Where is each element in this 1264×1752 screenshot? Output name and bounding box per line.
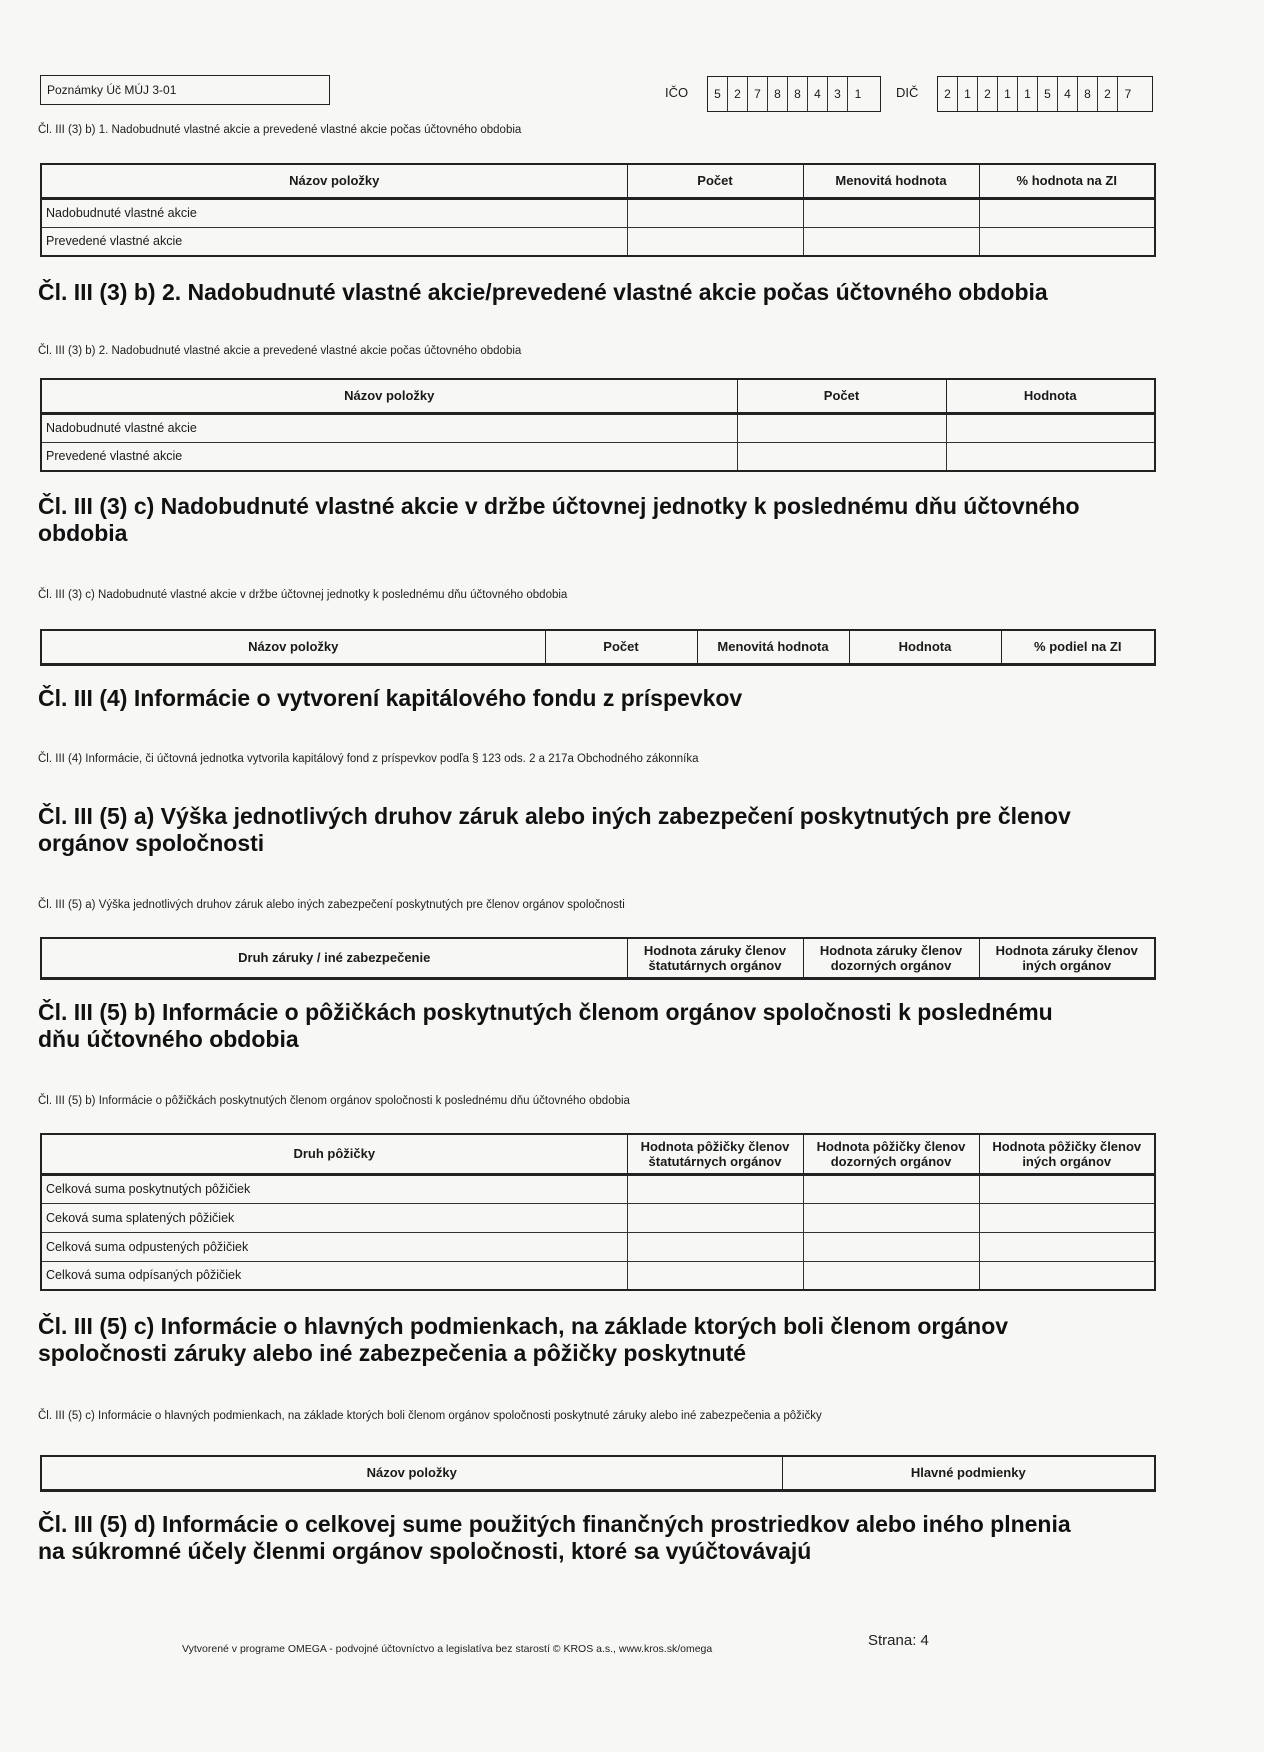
heading-4: Čl. III (4) Informácie o vytvorení kapitálového fondu z príspevkov <box>38 685 743 711</box>
col-header: Hlavné podmienky <box>782 1456 1155 1490</box>
caption-3b2: Čl. III (3) b) 2. Nadobudnuté vlastné akcie a prevedené vlastné akcie počas účtovného obdobia <box>38 345 522 357</box>
row-label: Prevedené vlastné akcie <box>41 227 627 256</box>
col-header-line: štatutárnych orgánov <box>648 957 782 973</box>
cell <box>979 227 1155 256</box>
dic-digit: 7 <box>1124 87 1132 101</box>
col-header: Menovitá hodnota <box>803 164 979 198</box>
heading-line: orgánov spoločnosti <box>38 830 265 856</box>
dic-digit: 5 <box>1038 77 1058 111</box>
cell <box>627 1232 803 1261</box>
heading-line: dňu účtovného obdobia <box>38 1026 299 1052</box>
col-header-line: Hodnota záruky členov <box>643 942 787 958</box>
col-header-line: Hodnota pôžičky členov <box>816 1138 966 1154</box>
ico-digit: 8 <box>788 77 808 111</box>
table-3c <box>40 629 1156 666</box>
table-5b <box>40 1133 1156 1291</box>
footer-text: Vytvorené v programe OMEGA - podvojné účtovníctvo a legislatíva bez starostí © KROS a.s., www.kros.sk/omega <box>182 1643 713 1655</box>
col-header <box>627 1134 803 1174</box>
col-header-line: dozorných orgánov <box>830 1153 952 1169</box>
table-row <box>41 442 1155 471</box>
col-header: Názov položky <box>41 379 737 413</box>
col-header-line: Hodnota pôžičky členov <box>640 1138 790 1154</box>
dic-digits <box>937 76 1153 112</box>
caption-3b1: Čl. III (3) b) 1. Nadobudnuté vlastné akcie a prevedené vlastné akcie počas účtovného obdobia <box>38 124 522 136</box>
col-header-line: Hodnota záruky členov <box>995 942 1138 958</box>
ico-digit: 7 <box>748 77 768 111</box>
cell <box>627 1203 803 1232</box>
ico-digit: 2 <box>728 77 748 111</box>
col-header <box>627 938 803 978</box>
ico-digit: 3 <box>828 77 848 111</box>
col-header: % podiel na ZI <box>1001 630 1155 664</box>
ico-digit: 8 <box>768 77 788 111</box>
heading-line: Čl. III (5) b) Informácie o pôžičkách poskytnutých členom orgánov spoločnosti k poslednému <box>38 999 1053 1025</box>
heading-line: spoločnosti záruky alebo iné zabezpečenia a pôžičky poskytnuté <box>38 1340 747 1366</box>
col-header: Druh záruky / iné zabezpečenie <box>41 938 627 978</box>
dic-digit: 1 <box>1018 77 1038 111</box>
cell <box>803 1261 979 1290</box>
col-header-line: Hodnota pôžičky členov <box>992 1138 1142 1154</box>
heading-5b <box>38 999 1138 1053</box>
cell <box>803 1203 979 1232</box>
col-header: Druh pôžičky <box>41 1134 627 1174</box>
col-header: Hodnota <box>849 630 1001 664</box>
cell <box>979 1232 1155 1261</box>
heading-5a <box>38 803 1138 857</box>
caption-5a: Čl. III (5) a) Výška jednotlivých druhov záruk alebo iných zabezpečení poskytnutých pre členov orgánov spoločnosti <box>38 899 625 911</box>
heading-5c <box>38 1313 1138 1367</box>
col-header: Počet <box>627 164 803 198</box>
col-header-line: dozorných orgánov <box>830 957 952 973</box>
form-name-box: Poznámky Úč MÚJ 3-01 <box>40 75 330 105</box>
col-header: Menovitá hodnota <box>697 630 849 664</box>
col-header <box>979 1134 1155 1174</box>
ico-digit: 1 <box>854 87 862 101</box>
caption-3c: Čl. III (3) c) Nadobudnuté vlastné akcie v držbe účtovnej jednotky k poslednému dňu účtovného obdobia <box>38 589 568 601</box>
dic-label: DIČ <box>896 85 919 100</box>
cell <box>979 1261 1155 1290</box>
dic-digit: 1 <box>958 77 978 111</box>
cell <box>979 1203 1155 1232</box>
cell <box>737 442 946 471</box>
col-header-line: iných orgánov <box>1022 1153 1112 1169</box>
col-header <box>803 938 979 978</box>
cell <box>979 198 1155 227</box>
table-3b2 <box>40 378 1156 472</box>
table-row <box>41 1174 1155 1203</box>
table-row <box>41 1203 1155 1232</box>
col-header: Názov položky <box>41 630 545 664</box>
row-label: Celková suma odpísaných pôžičiek <box>41 1261 627 1290</box>
row-label: Nadobudnuté vlastné akcie <box>41 413 737 442</box>
dic-digit: 4 <box>1058 77 1078 111</box>
cell <box>803 1232 979 1261</box>
dic-digit: 2 <box>938 77 958 111</box>
col-header: Počet <box>737 379 946 413</box>
table-row <box>41 198 1155 227</box>
page-number: Strana: 4 <box>868 1632 929 1649</box>
dic-digit: 1 <box>998 77 1018 111</box>
heading-line: Čl. III (5) a) Výška jednotlivých druhov záruk alebo iných zabezpečení poskytnutých pre členov <box>38 803 1071 829</box>
dic-digit: 2 <box>978 77 998 111</box>
col-header <box>979 938 1155 978</box>
heading-line: obdobia <box>38 520 128 546</box>
col-header <box>803 1134 979 1174</box>
cell <box>737 413 946 442</box>
cell <box>627 1261 803 1290</box>
ico-digits <box>707 76 881 112</box>
col-header: Hodnota <box>946 379 1155 413</box>
cell <box>979 1174 1155 1203</box>
row-label: Celková suma odpustených pôžičiek <box>41 1232 627 1261</box>
row-label: Prevedené vlastné akcie <box>41 442 737 471</box>
col-header: Počet <box>545 630 697 664</box>
cell <box>627 1174 803 1203</box>
row-label: Celková suma poskytnutých pôžičiek <box>41 1174 627 1203</box>
table-5c <box>40 1455 1156 1492</box>
heading-5d <box>38 1511 1138 1565</box>
ico-digit: 4 <box>808 77 828 111</box>
col-header: Názov položky <box>41 1456 782 1490</box>
heading-line: na súkromné účely členmi orgánov spoločnosti, ktoré sa vyúčtovávajú <box>38 1538 812 1564</box>
cell <box>946 413 1155 442</box>
cell <box>803 1174 979 1203</box>
dic-digit: 8 <box>1078 77 1098 111</box>
ico-label: IČO <box>665 85 689 100</box>
cell <box>627 198 803 227</box>
dic-digit: 2 <box>1098 77 1118 111</box>
ico-digit: 5 <box>708 77 728 111</box>
table-row <box>41 413 1155 442</box>
caption-4: Čl. III (4) Informácie, či účtovná jednotka vytvorila kapitálový fond z príspevkov podľa § 123 ods. 2 a 217a Obchodného zákonníka <box>38 753 699 765</box>
heading-3b2: Čl. III (3) b) 2. Nadobudnuté vlastné akcie/prevedené vlastné akcie počas účtovného obdobia <box>38 279 1048 305</box>
table-row <box>41 1261 1155 1290</box>
cell <box>803 227 979 256</box>
col-header: % hodnota na ZI <box>979 164 1155 198</box>
table-row <box>41 227 1155 256</box>
table-5a <box>40 937 1156 980</box>
row-label: Ceková suma splatených pôžičiek <box>41 1203 627 1232</box>
table-row <box>41 1232 1155 1261</box>
cell <box>803 198 979 227</box>
col-header: Názov položky <box>41 164 627 198</box>
row-label: Nadobudnuté vlastné akcie <box>41 198 627 227</box>
caption-5b: Čl. III (5) b) Informácie o pôžičkách poskytnutých členom orgánov spoločnosti k poslednému dňu účtovného obdobia <box>38 1095 630 1107</box>
table-3b1 <box>40 163 1156 257</box>
heading-line: Čl. III (5) d) Informácie o celkovej sume použitých finančných prostriedkov alebo iného plnenia <box>38 1511 1071 1537</box>
cell <box>627 227 803 256</box>
heading-line: Čl. III (5) c) Informácie o hlavných podmienkach, na základe ktorých boli členom orgánov <box>38 1313 1009 1339</box>
col-header-line: iných orgánov <box>1022 957 1112 973</box>
caption-5c: Čl. III (5) c) Informácie o hlavných podmienkach, na základe ktorých boli členom orgánov spoločnosti poskytnuté záruky alebo iné zabezpečenia a pôžičky <box>38 1410 822 1422</box>
heading-line: Čl. III (3) c) Nadobudnuté vlastné akcie v držbe účtovnej jednotky k poslednému dňu účtovného <box>38 493 1080 519</box>
col-header-line: Hodnota záruky členov <box>819 942 963 958</box>
cell <box>946 442 1155 471</box>
heading-3c <box>38 493 1138 547</box>
col-header-line: štatutárnych orgánov <box>648 1153 782 1169</box>
